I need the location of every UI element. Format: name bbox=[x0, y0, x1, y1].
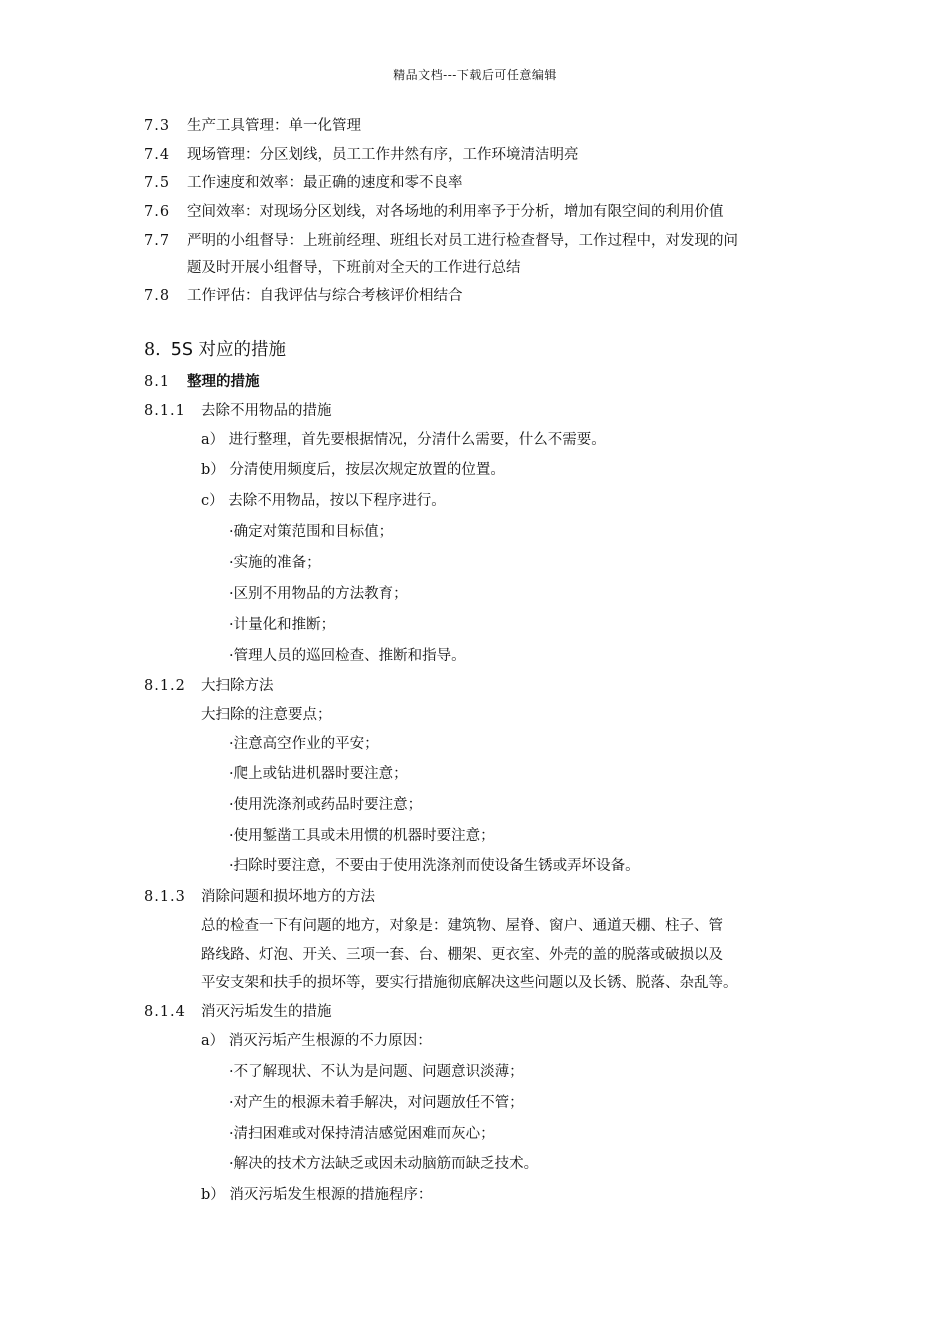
bullet-item: ·使用錾凿工具或未用惯的机器时要注意； bbox=[229, 828, 495, 844]
paragraph-line: 路线路、灯泡、开关、三项一套、台、棚架、更衣室、外壳的盖的脱落或破损以及 bbox=[201, 947, 723, 963]
bullet-item: ·注意高空作业的平安； bbox=[229, 736, 379, 752]
subsection-title: 整理的措施 bbox=[187, 374, 260, 390]
list-item-a: a） 消灭污垢产生根源的不力原因： bbox=[201, 1033, 432, 1049]
page-header: 精品文档---下载后可任意编辑 bbox=[393, 68, 557, 82]
item-number: 7.8 bbox=[144, 288, 171, 304]
bullet-item: ·解决的技术方法缺乏或因未动脑筋而缺乏技术。 bbox=[229, 1156, 539, 1172]
item-text: 题及时开展小组督导，下班前对全天的工作进行总结 bbox=[187, 260, 521, 276]
subsection-number: 8.1.2 bbox=[144, 678, 186, 694]
item-text: 现场管理：分区划线，员工工作井然有序，工作环境清洁明亮 bbox=[187, 147, 579, 163]
paragraph-line: 平安支架和扶手的损坏等，要实行措施彻底解决这些问题以及长锈、脱落、杂乱等。 bbox=[201, 975, 738, 991]
list-item-b: b） 分清使用频度后，按层次规定放置的位置。 bbox=[201, 462, 505, 478]
item-number: 7.4 bbox=[144, 147, 171, 163]
section-number: 8. bbox=[144, 340, 161, 360]
subsection-title: 消除问题和损坏地方的方法 bbox=[201, 889, 375, 905]
item-text: 生产工具管理：单一化管理 bbox=[187, 118, 361, 134]
item-number: 7.6 bbox=[144, 204, 171, 220]
bullet-item: ·清扫困难或对保持清洁感觉困难而灰心； bbox=[229, 1126, 495, 1142]
subsection-title: 大扫除方法 bbox=[201, 678, 274, 694]
section-title: 5S 对应的措施 bbox=[170, 340, 287, 360]
item-text: 工作速度和效率：最正确的速度和零不良率 bbox=[187, 175, 463, 191]
item-text: 空间效率：对现场分区划线，对各场地的利用率予于分析，增加有限空间的利用价值 bbox=[187, 204, 724, 220]
subsection-number: 8.1.1 bbox=[144, 403, 186, 419]
item-number: 7.3 bbox=[144, 118, 171, 134]
subsection-number: 8.1 bbox=[144, 374, 171, 390]
bullet-item: ·计量化和推断； bbox=[229, 617, 336, 633]
subsection-number: 8.1.4 bbox=[144, 1004, 186, 1020]
subsection-title: 消灭污垢发生的措施 bbox=[201, 1004, 332, 1020]
list-item-a: a） 进行整理，首先要根据情况，分清什么需要，什么不需要。 bbox=[201, 432, 606, 448]
item-text: 工作评估：自我评估与综合考核评价相结合 bbox=[187, 288, 463, 304]
bullet-item: ·实施的准备； bbox=[229, 555, 321, 571]
subsection-title: 去除不用物品的措施 bbox=[201, 403, 332, 419]
bullet-item: ·确定对策范围和目标值； bbox=[229, 524, 394, 540]
bullet-item: ·管理人员的巡回检查、推断和指导。 bbox=[229, 648, 466, 664]
bullet-item: ·使用洗涤剂或药品时要注意； bbox=[229, 797, 423, 813]
item-number: 7.5 bbox=[144, 175, 171, 191]
bullet-item: ·不了解现状、不认为是问题、问题意识淡薄； bbox=[229, 1064, 524, 1080]
bullet-item: ·对产生的根源未着手解决，对问题放任不管； bbox=[229, 1095, 524, 1111]
subsection-number: 8.1.3 bbox=[144, 889, 186, 905]
paragraph-intro: 大扫除的注意要点； bbox=[201, 707, 332, 723]
item-text: 严明的小组督导：上班前经理、班组长对员工进行检查督导，工作过程中，对发现的问 bbox=[187, 233, 738, 249]
list-item-c: c） 去除不用物品，按以下程序进行。 bbox=[201, 493, 446, 509]
paragraph-line: 总的检查一下有问题的地方，对象是：建筑物、屋脊、窗户、通道天棚、柱子、管 bbox=[201, 918, 723, 934]
bullet-item: ·扫除时要注意，不要由于使用洗涤剂而使设备生锈或弄坏设备。 bbox=[229, 858, 640, 874]
bullet-item: ·爬上或钻进机器时要注意； bbox=[229, 766, 408, 782]
item-number: 7.7 bbox=[144, 233, 171, 249]
list-item-b: b） 消灭污垢发生根源的措施程序： bbox=[201, 1187, 433, 1203]
section-heading bbox=[144, 338, 286, 362]
bullet-item: ·区别不用物品的方法教育； bbox=[229, 586, 408, 602]
